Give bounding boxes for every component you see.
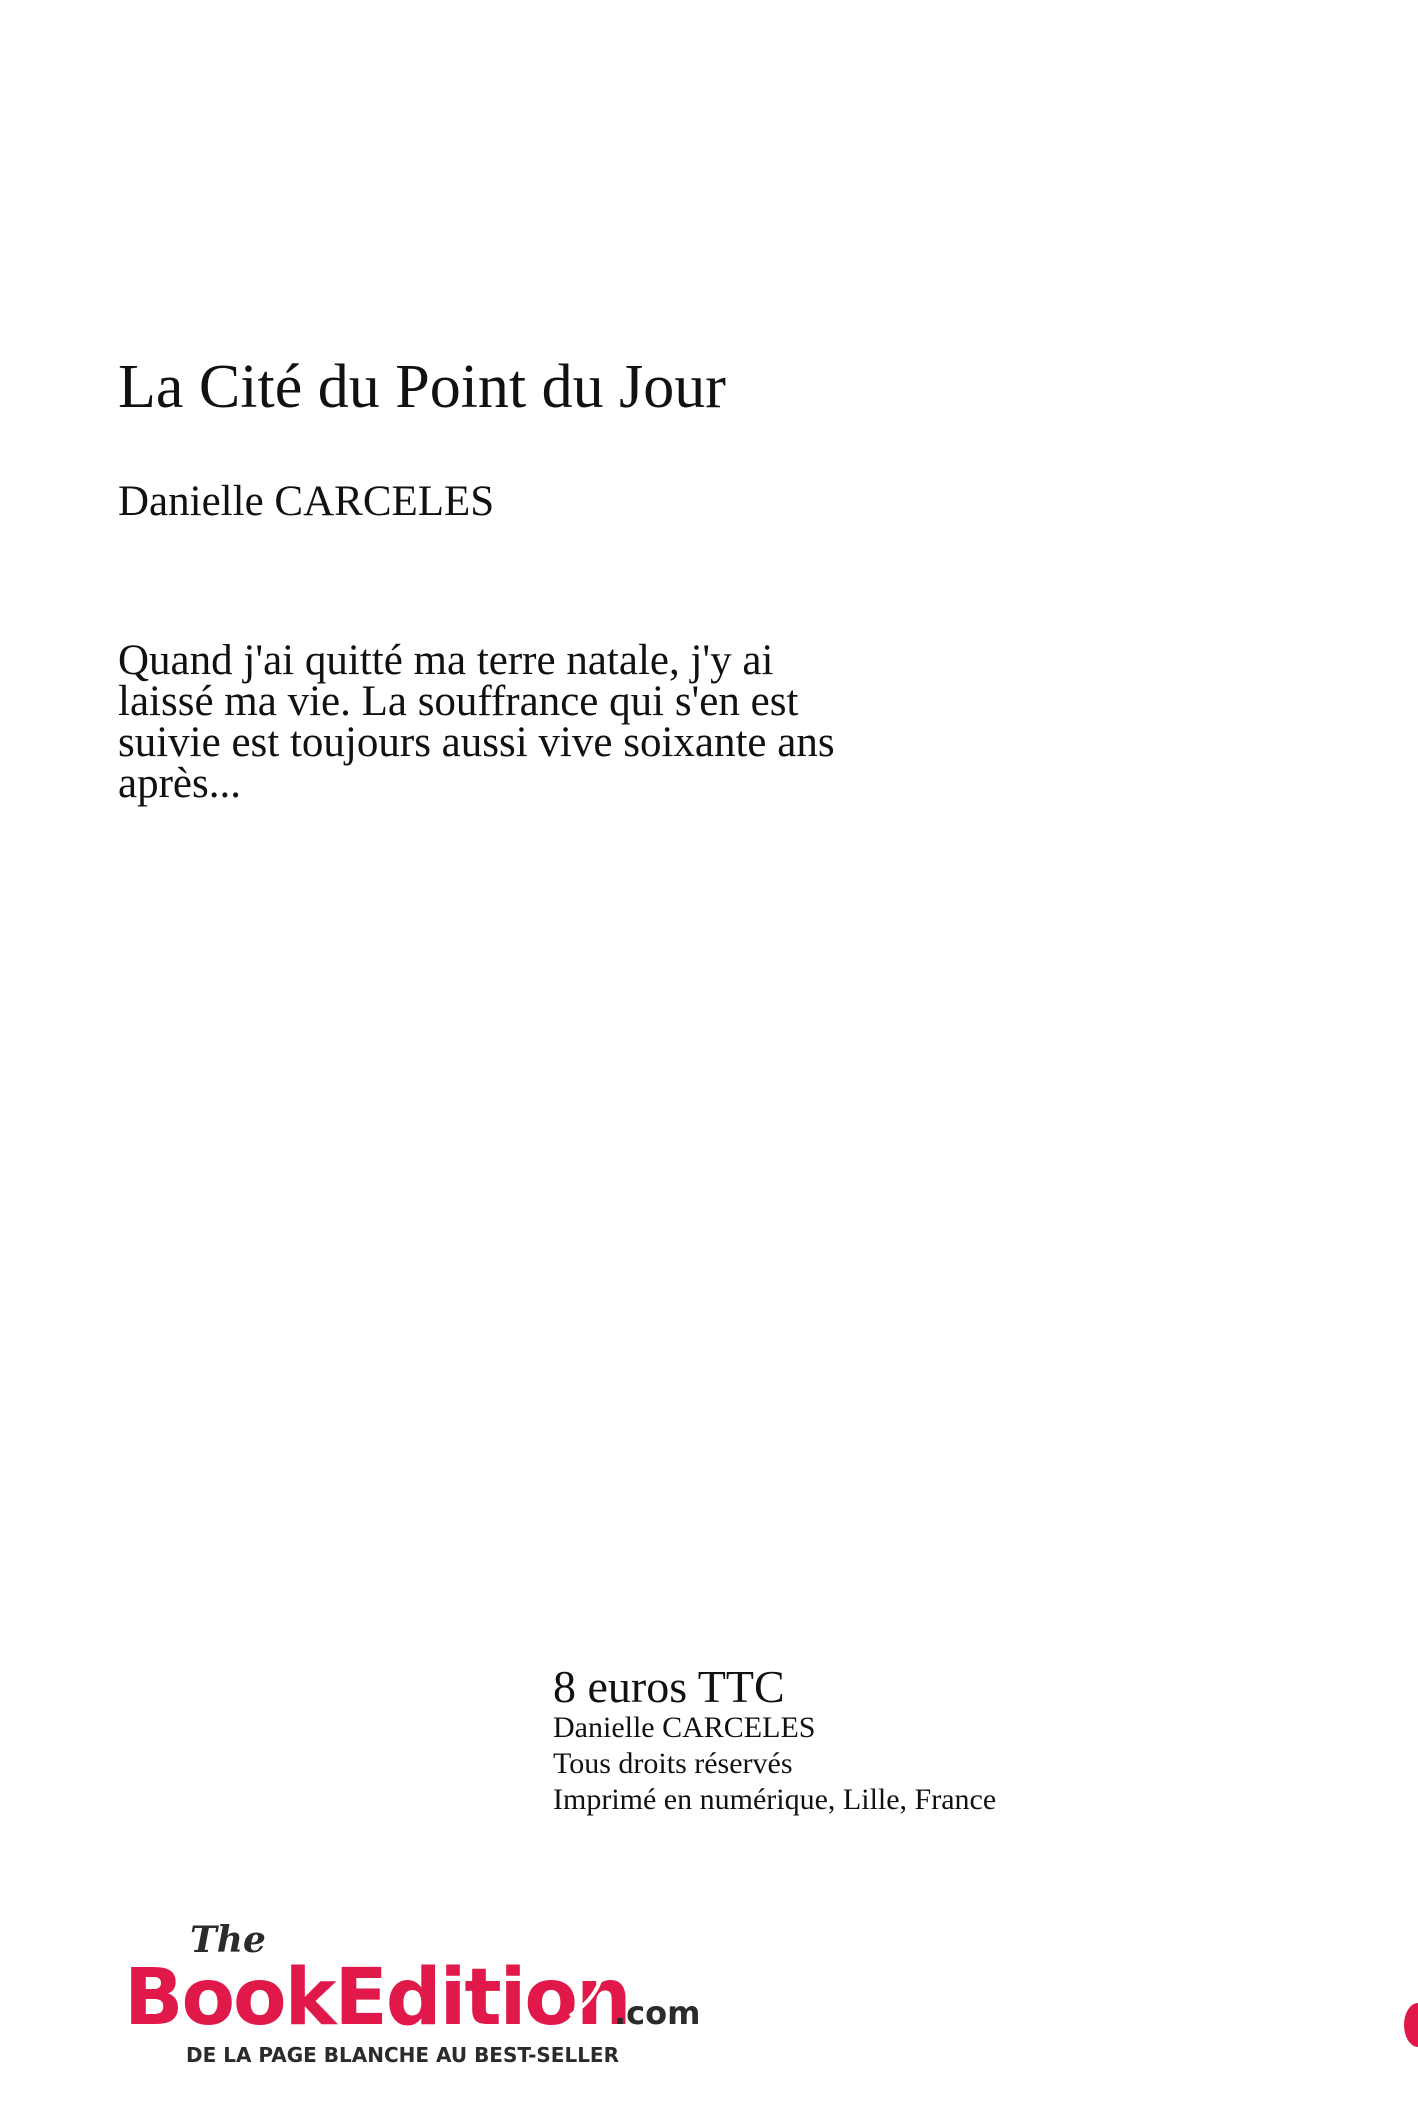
- bookedition-logo-graphic: [124, 1912, 724, 2072]
- logo-domain: .com: [614, 1994, 701, 2032]
- blurb-line: laissé ma vie. La souffrance qui s'en est: [118, 678, 799, 725]
- blurb-line: Quand j'ai quitté ma terre natale, j'y ai: [118, 637, 774, 684]
- imprint-author: Danielle CARCELES: [553, 1711, 816, 1744]
- logo-the: The: [190, 1919, 266, 1961]
- book-title: La Cité du Point du Jour: [118, 353, 726, 421]
- blurb-line: suivie est toujours aussi vive soixante ans: [118, 719, 835, 766]
- logo-tagline: DE LA PAGE BLANCHE AU BEST-SELLER: [186, 2043, 619, 2067]
- bookedition-logo: [124, 1912, 724, 2072]
- price: 8 euros TTC: [553, 1661, 785, 1712]
- edge-red-mark: [1404, 2003, 1418, 2047]
- imprint-rights: Tous droits réservés: [553, 1747, 793, 1780]
- book-author: Danielle CARCELES: [118, 478, 495, 525]
- imprint-printed: Imprimé en numérique, Lille, France: [553, 1783, 997, 1816]
- blurb-line: après...: [118, 760, 241, 807]
- logo-brand: BookEdition: [124, 1953, 630, 2043]
- book-blurb: [118, 637, 1018, 807]
